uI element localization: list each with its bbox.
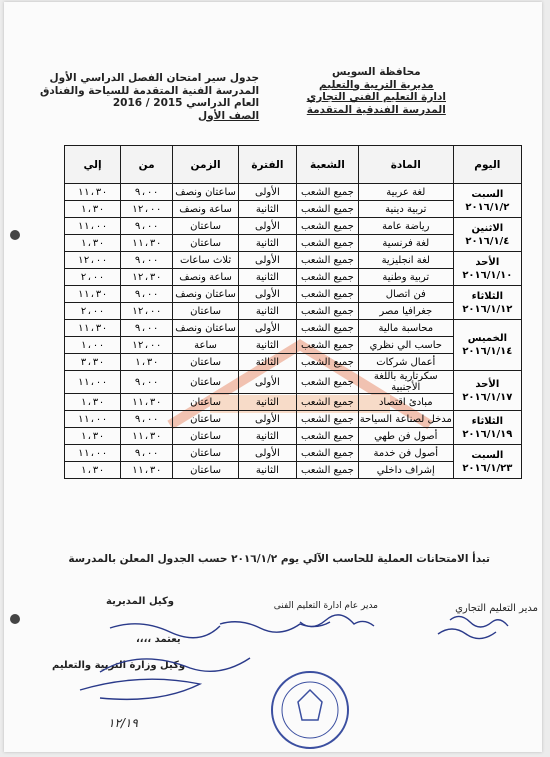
table-row: [65, 320, 522, 337]
day-date: ٢٠١٦/١/١٢: [462, 303, 513, 315]
to-time-cell: ١١،٠٠: [65, 445, 121, 462]
duration-cell: ساعتان ونصف: [173, 286, 239, 303]
period-cell: الأولى: [238, 184, 296, 201]
header-line: المدرسة الفنية المتقدمة للسياحة والفنادق: [40, 84, 260, 97]
table-row: [65, 411, 522, 428]
subject-cell: تربية دينية: [358, 201, 453, 218]
from-time-cell: ١٢،٠٠: [121, 337, 173, 354]
section-cell: جميع الشعب: [296, 337, 358, 354]
duration-cell: ثلاث ساعات: [173, 252, 239, 269]
column-header: الشعبة: [296, 146, 358, 184]
deputy-directorate-label: وكيل المديرية: [106, 596, 174, 607]
section-cell: جميع الشعب: [296, 218, 358, 235]
duration-cell: ساعتان: [173, 394, 239, 411]
section-cell: جميع الشعب: [296, 394, 358, 411]
section-cell: جميع الشعب: [296, 303, 358, 320]
day-date: ٢٠١٦/١/٤: [465, 235, 510, 247]
table-row: [65, 337, 522, 354]
subject-cell: لغة عربية: [358, 184, 453, 201]
column-header: اليوم: [453, 146, 521, 184]
to-time-cell: ١،٣٠: [65, 235, 121, 252]
table-row: [65, 184, 522, 201]
exam-schedule-table: [64, 145, 522, 479]
column-header: الفترة: [238, 146, 296, 184]
header-line: محافظة السويس: [331, 66, 421, 78]
from-time-cell: ١٢،٣٠: [121, 269, 173, 286]
period-cell: الأولى: [238, 411, 296, 428]
header-authority: [307, 66, 446, 116]
day-name: السبت: [471, 449, 504, 461]
handwritten-date: ١٢/١٩: [108, 716, 138, 730]
subject-cell: سكرتارية باللغة الأجنبية: [358, 371, 453, 394]
subject-cell: محاسبة مالية: [358, 320, 453, 337]
section-cell: جميع الشعب: [296, 286, 358, 303]
period-cell: الثانية: [238, 235, 296, 252]
duration-cell: ساعتان: [173, 462, 239, 479]
from-time-cell: ١،٣٠: [121, 354, 173, 371]
from-time-cell: ١١،٣٠: [121, 394, 173, 411]
duration-cell: ساعتان: [173, 411, 239, 428]
from-time-cell: ٩،٠٠: [121, 411, 173, 428]
subject-cell: رياضة عامة: [358, 218, 453, 235]
duration-cell: ساعتان: [173, 303, 239, 320]
subject-cell: أصول فن طهي: [358, 428, 453, 445]
day-cell: [453, 445, 521, 479]
duration-cell: ساعة ونصف: [173, 269, 239, 286]
subject-cell: مدخل لصناعة السياحة: [358, 411, 453, 428]
subject-cell: تربية وطنية: [358, 269, 453, 286]
to-time-cell: ١،٠٠: [65, 337, 121, 354]
duration-cell: ساعتان: [173, 445, 239, 462]
section-cell: جميع الشعب: [296, 428, 358, 445]
section-cell: جميع الشعب: [296, 201, 358, 218]
from-time-cell: ٩،٠٠: [121, 184, 173, 201]
day-cell: [453, 184, 521, 218]
period-cell: الثانية: [238, 428, 296, 445]
section-cell: جميع الشعب: [296, 462, 358, 479]
from-time-cell: ١١،٣٠: [121, 235, 173, 252]
section-cell: جميع الشعب: [296, 184, 358, 201]
table-row: [65, 428, 522, 445]
to-time-cell: ١١،٣٠: [65, 320, 121, 337]
punch-hole: [10, 614, 20, 624]
day-cell: [453, 218, 521, 252]
period-cell: الأولى: [238, 320, 296, 337]
column-header: إلي: [65, 146, 121, 184]
day-cell: [453, 411, 521, 445]
table-row: [65, 371, 522, 394]
deputy-ministry-label: وكيل وزارة التربية والتعليم: [52, 660, 186, 671]
from-time-cell: ١٢،٠٠: [121, 303, 173, 320]
subject-cell: لغة انجليزية: [358, 252, 453, 269]
subject-cell: أصول فن خدمة: [358, 445, 453, 462]
day-cell: [453, 286, 521, 320]
day-date: ٢٠١٦/١/٢: [465, 201, 510, 213]
day-name: الأحد: [475, 256, 500, 268]
to-time-cell: ١،٣٠: [65, 394, 121, 411]
day-cell: [453, 371, 521, 411]
table-row: [65, 445, 522, 462]
period-cell: الثانية: [238, 394, 296, 411]
to-time-cell: ١١،٠٠: [65, 218, 121, 235]
subject-cell: حاسب الي نظري: [358, 337, 453, 354]
table-row: [65, 462, 522, 479]
approved-label: يعتمد ،،،،: [136, 634, 181, 645]
to-time-cell: ٢،٠٠: [65, 303, 121, 320]
period-cell: الثانية: [238, 303, 296, 320]
from-time-cell: ٩،٠٠: [121, 445, 173, 462]
from-time-cell: ٩،٠٠: [121, 320, 173, 337]
table-row: [65, 235, 522, 252]
column-header: الزمن: [173, 146, 239, 184]
duration-cell: ساعتان ونصف: [173, 320, 239, 337]
header-line: ادارة التعليم الفني التجاري: [306, 91, 446, 103]
to-time-cell: ١١،٠٠: [65, 371, 121, 394]
to-time-cell: ١١،٠٠: [65, 411, 121, 428]
section-cell: جميع الشعب: [296, 320, 358, 337]
duration-cell: ساعتان: [173, 428, 239, 445]
subject-cell: مبادئ اقتصاد: [358, 394, 453, 411]
table-row: [65, 201, 522, 218]
header-line: العام الدراسي 2015 / 2016: [112, 97, 260, 109]
commercial-director-label: مدير التعليم التجاري: [455, 603, 538, 614]
section-cell: جميع الشعب: [296, 235, 358, 252]
header-line: مديرية التربية والتعليم: [318, 78, 434, 91]
table-row: [65, 394, 522, 411]
table-row: [65, 218, 522, 235]
from-time-cell: ١١،٣٠: [121, 462, 173, 479]
day-cell: [453, 320, 521, 371]
period-cell: الأولى: [238, 252, 296, 269]
day-date: ٢٠١٦/١/١٧: [462, 391, 513, 403]
header-line: المدرسة الفندقية المتقدمة: [306, 103, 446, 116]
from-time-cell: ١١،٣٠: [121, 428, 173, 445]
table-row: [65, 286, 522, 303]
table-row: [65, 354, 522, 371]
duration-cell: ساعتان: [173, 371, 239, 394]
day-date: ٢٠١٦/١/١٩: [462, 428, 513, 440]
day-date: ٢٠١٦/١/٢٣: [462, 462, 513, 474]
subject-cell: أعمال شركات: [358, 354, 453, 371]
subject-cell: لغة فرنسية: [358, 235, 453, 252]
to-time-cell: ٢،٠٠: [65, 269, 121, 286]
duration-cell: ساعة ونصف: [173, 201, 239, 218]
subject-cell: جغرافيا مصر: [358, 303, 453, 320]
to-time-cell: ١١،٣٠: [65, 286, 121, 303]
period-cell: الأولى: [238, 218, 296, 235]
table-body: [65, 184, 522, 479]
section-cell: جميع الشعب: [296, 445, 358, 462]
to-time-cell: ١٢،٠٠: [65, 252, 121, 269]
to-time-cell: ١١،٣٠: [65, 184, 121, 201]
section-cell: جميع الشعب: [296, 354, 358, 371]
duration-cell: ساعتان: [173, 218, 239, 235]
column-header: المادة: [358, 146, 453, 184]
day-name: الثلاثاء: [471, 290, 504, 302]
section-cell: جميع الشعب: [296, 269, 358, 286]
subject-cell: فن اتصال: [358, 286, 453, 303]
subject-cell: إشراف داخلي: [358, 462, 453, 479]
day-name: الثلاثاء: [471, 415, 504, 427]
from-time-cell: ٩،٠٠: [121, 286, 173, 303]
section-cell: جميع الشعب: [296, 371, 358, 394]
handwritten-signatures: [40, 610, 520, 750]
header-exam-title: [40, 72, 259, 122]
column-header: من: [121, 146, 173, 184]
day-name: الاثنين: [471, 222, 504, 234]
duration-cell: ساعتان: [173, 354, 239, 371]
day-date: ٢٠١٦/١/١٠: [462, 269, 513, 281]
period-cell: الأولى: [238, 286, 296, 303]
duration-cell: ساعتان ونصف: [173, 184, 239, 201]
to-time-cell: ١،٣٠: [65, 428, 121, 445]
from-time-cell: ٩،٠٠: [121, 371, 173, 394]
from-time-cell: ١٢،٠٠: [121, 201, 173, 218]
day-cell: [453, 252, 521, 286]
to-time-cell: ٣،٣٠: [65, 354, 121, 371]
day-name: الأحد: [475, 378, 500, 390]
from-time-cell: ٩،٠٠: [121, 252, 173, 269]
duration-cell: ساعة: [173, 337, 239, 354]
from-time-cell: ٩،٠٠: [121, 218, 173, 235]
duration-cell: ساعتان: [173, 235, 239, 252]
header-line: الصف الأول: [198, 109, 260, 122]
header-line: جدول سير امتحان الفصل الدراسي الأول: [49, 72, 260, 84]
practical-exam-note: تبدأ الامتحانات العملية للحاسب الآلي يوم ٢٠١٦/١/٢ حسب الجدول المعلن بالمدرسة: [68, 553, 490, 565]
table-header-row: [65, 146, 522, 184]
to-time-cell: ١،٣٠: [65, 201, 121, 218]
period-cell: الثانية: [238, 462, 296, 479]
day-name: السبت: [471, 188, 504, 200]
table-row: [65, 252, 522, 269]
period-cell: الثانية: [238, 337, 296, 354]
to-time-cell: ١،٣٠: [65, 462, 121, 479]
day-name: الخميس: [467, 333, 507, 344]
section-cell: جميع الشعب: [296, 411, 358, 428]
table-row: [65, 303, 522, 320]
table-row: [65, 269, 522, 286]
section-cell: جميع الشعب: [296, 252, 358, 269]
general-director-label: مدير عام ادارة التعليم الفنى: [273, 601, 378, 611]
period-cell: الأولى: [238, 445, 296, 462]
period-cell: الأولى: [238, 371, 296, 394]
period-cell: الثانية: [238, 201, 296, 218]
day-date: ٢٠١٦/١/١٤: [462, 346, 513, 357]
period-cell: الثانية: [238, 269, 296, 286]
period-cell: الثالثة: [238, 354, 296, 371]
punch-hole: [10, 230, 20, 240]
